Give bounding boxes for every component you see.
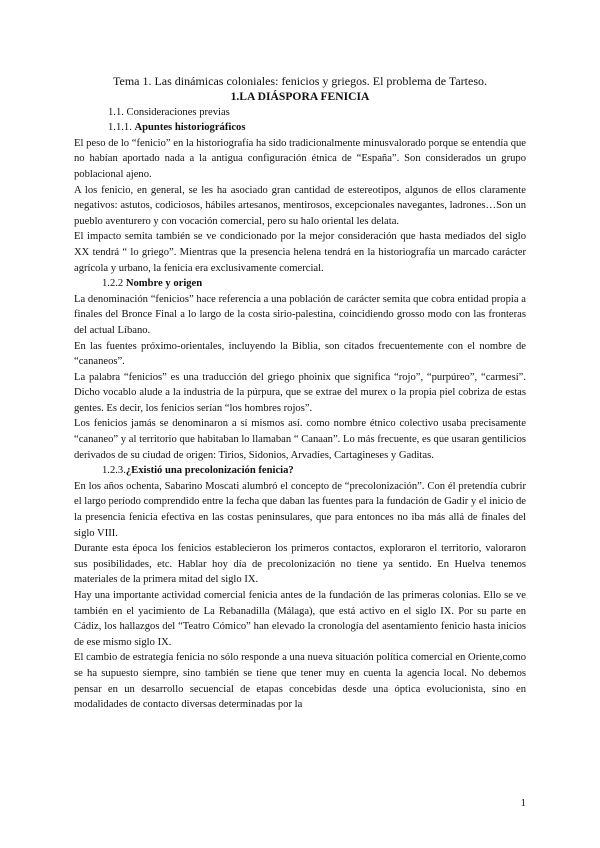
paragraph-3: El impacto semita también se ve condicionado por la mejor consideración que hasta mediados del siglo XX tendrá “ lo griego”. Mientras que la presencia helena tendrá en la historiografía un marcado carácter agrícola y urbano, la fenicia era exclusivamente comercial. xyxy=(74,231,526,274)
subsection-1-2-3 xyxy=(74,463,526,479)
paragraph-5: En las fuentes próximo-orientales, incluyendo la Biblia, son citados frecuentemente con el nombre de “cananeos”. xyxy=(74,340,526,368)
subsection-1-1-1-title: Apuntes historiográficos xyxy=(134,122,246,134)
document-title: Tema 1. Las dinámicas coloniales: fenicios y griegos. El problema de Tarteso. xyxy=(113,74,487,88)
subsection-1-2-2-title: Nombre y origen xyxy=(125,278,203,290)
document-body xyxy=(74,73,526,713)
page-number: 1 xyxy=(520,797,526,809)
paragraph-10: Hay una importante actividad comercial fenicia antes de la fundación de las primeras colonias. Ello se ve también en el yacimiento de La Rebanadilla (Málaga), que está activo en el siglo IX. Por su parte en Cádiz, los hallazgos del “Teatro Cómico” han elevado la cronología del asentamiento fenicio hasta inicios de ese mismo siglo IX. xyxy=(74,590,526,648)
paragraph-7: Los fenicios jamás se denominaron a sí mismos así. como nombre étnico colectivo usaba precisamente “cananeo” y al territorio que habitaban lo llamaban “ Canaan”. Lo más frecuente, es que usaran gentilicios derivados de su ciudad de origen: Tirios, Sidonios, Arvadíes, Cartagineses y Gaditas. xyxy=(74,418,526,461)
section-heading: 1.LA DIÁSPORA FENICIA xyxy=(230,90,370,103)
paragraph-4: La denominación “fenicios” hace referencia a una población de carácter semita que cobra entidad propia a finales del Bronce Final a lo largo de la costa sirio-palestina, coincidiendo grosso modo con las fronteras del actual Líbano. xyxy=(74,293,526,336)
subsection-1-1-text: 1.1. Consideraciones previas xyxy=(108,106,230,118)
subsection-1-1-1 xyxy=(74,120,526,136)
subsection-1-2-3-number: 1.2.3. xyxy=(102,465,126,477)
paragraph-2: A los fenicio, en general, se les ha asociado gran cantidad de estereotipos, algunos de ellos claramente negativos: astutos, codiciosos, hábiles artesanos, mentirosos, excepcionales navegantes, ladrones…Son un pueblo aventurero y con vocación comercial, pero su halo oriental les delata. xyxy=(74,184,526,227)
subsection-1-1 xyxy=(74,105,526,121)
paragraph-6: La palabra “fenicios” es una traducción del griego phoinix que significa “rojo”, “purpúreo”, “carmesí”. Dicho vocablo alude a la industria de la púrpura, que se extrae del murex o la propia piel cobriza de estas gentes. Es decir, los fenicios serían “los hombres rojos”. xyxy=(74,371,526,414)
subsection-1-2-2-number: 1.2.2 xyxy=(102,278,124,290)
subsection-1-2-2 xyxy=(74,276,526,292)
paragraph-9: Durante esta época los fenicios establecieron los primeros contactos, exploraron el territorio, valoraron sus posibilidades, etc. Hablar hoy día de precolonización no tiene ya sentido. En Huelva tenemos materiales de la primera mitad del siglo IX. xyxy=(74,543,526,586)
paragraph-8: En los años ochenta, Sabarino Moscati alumbró el concepto de “precolonización”. Con él pretendía cubrir el largo período comprendido entre la fecha que daban las fuentes para la fundación de Gadir y el inicio de la presencia fenicia efectiva en las costas peninsulares, que para entonces no iba más allá de finales del siglo VIII. xyxy=(74,480,526,539)
subsection-1-2-3-title: ¿Existió una precolonización fenicia? xyxy=(125,465,294,477)
paragraph-11: El cambio de estrategía fenicia no sólo responde a una nueva situación política comercial en Oriente,como se ha supuesto siempre, sino también se tiene que tener muy en cuenta la agencia local. No debemos pensar en un desarrollo secuencial de etapas concebidas desde una óptica evolucionista, sino en modalidades de contacto diversas determinadas por la xyxy=(74,652,526,711)
subsection-1-1-1-number: 1.1.1. xyxy=(108,122,132,134)
paragraph-1: El peso de lo “fenicio” en la historiografía ha sido tradicionalmente minusvalorado porque se entendía que no habían aportado nada a la antigua configuración étnica de “España”. Son considerados un grupo poblacional ajeno. xyxy=(74,137,526,180)
